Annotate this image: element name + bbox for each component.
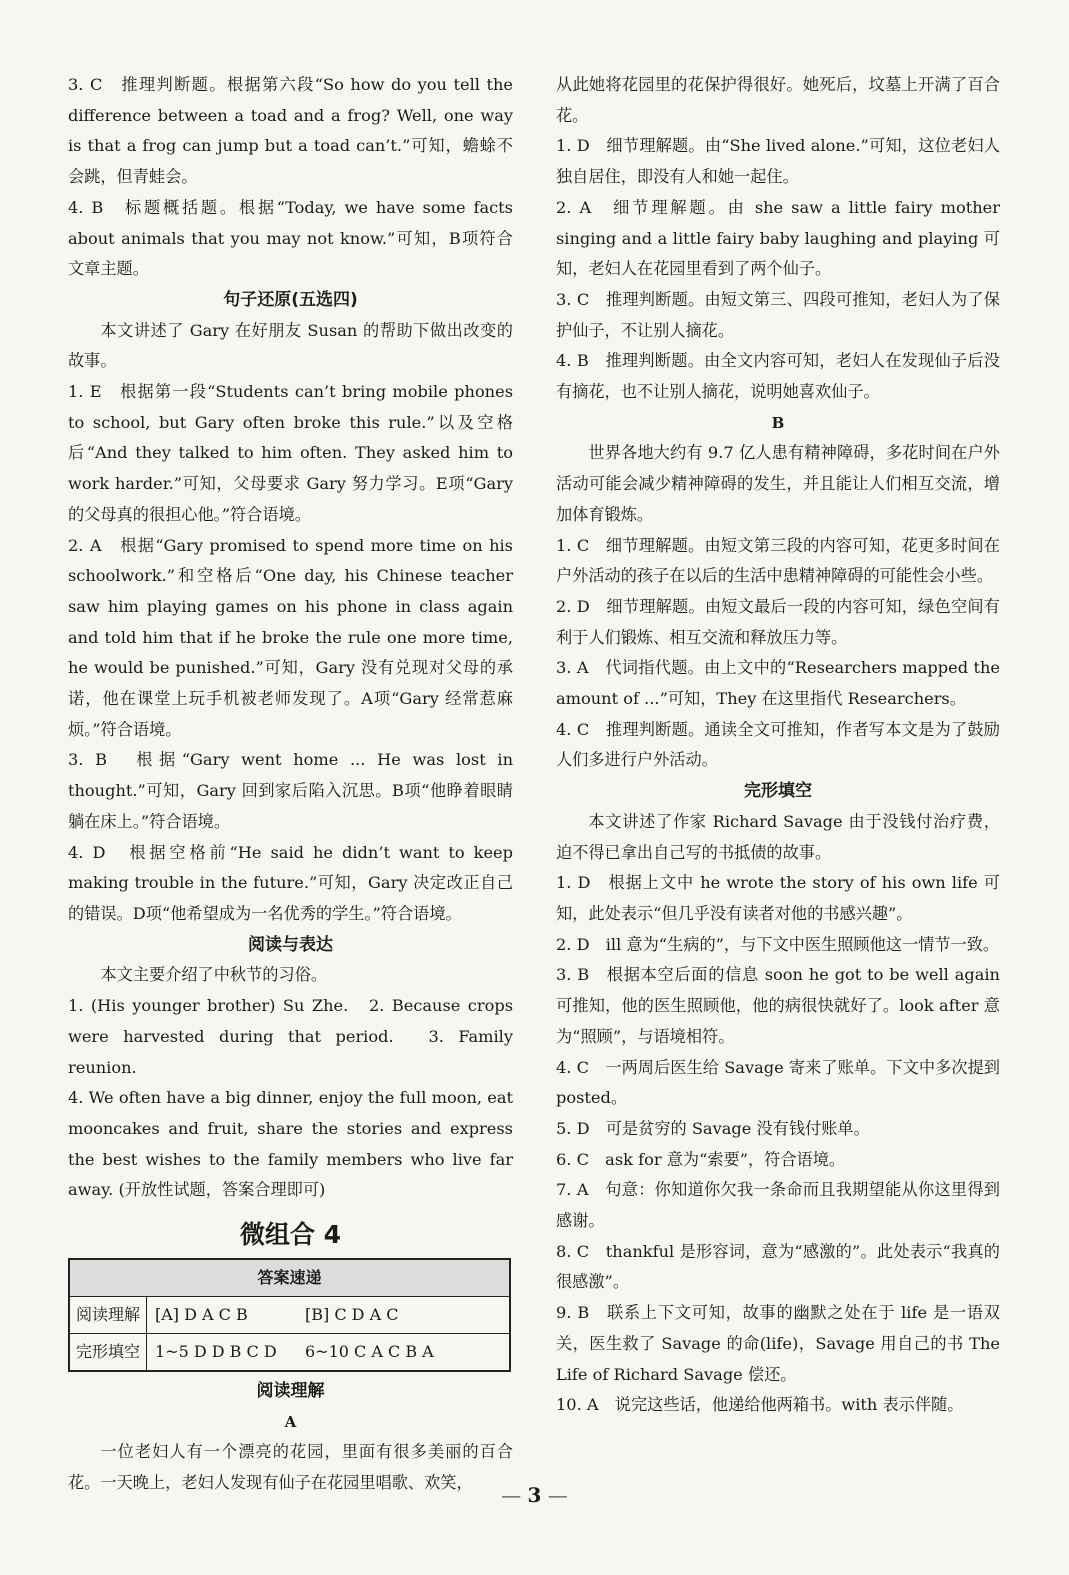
row-label: 完形填空 bbox=[69, 1334, 147, 1372]
answer-item: 1. (His younger brother) Su Zhe. 2. Because crops were harvested during that period. 3. Family reunion. bbox=[68, 996, 513, 1077]
answer-4b: 4. B 标题概括题。根据“Today, we have some facts about animals that you may not know.”可知，B项符合文章主题。 bbox=[68, 197, 513, 279]
answer-item: 4. D 根据空格前“He said he didn’t want to keep making trouble in the future.”可知，Gary 决定改正自己的错误。D项“他希望成为一名优秀的学生。”符合语境。 bbox=[68, 842, 513, 923]
answer-item: 4. We often have a big dinner, enjoy the full moon, eat mooncakes and fruit, share the stories and express the best wishes to the family members who live far away. (开放性试题，答案合理即可) bbox=[68, 1088, 513, 1200]
table-row bbox=[69, 1334, 510, 1372]
answer-item: 3. A 代词指代题。由上文中的“Researchers mapped the amount of ...”可知，They 在这里指代 Researchers。 bbox=[556, 658, 1000, 709]
section-intro: 本文主要介绍了中秋节的习俗。 bbox=[100, 965, 328, 985]
cloze-answer: 5. D 可是贫穷的 Savage 没有钱付账单。 bbox=[556, 1118, 870, 1138]
subsection-b: B bbox=[771, 413, 785, 432]
cloze-answer: 7. A 句意：你知道你欠我一条命而且我期望能从你这里得到感谢。 bbox=[556, 1180, 1000, 1231]
unit-title: 微组合 4 bbox=[239, 1220, 342, 1250]
answer-item: 1. D 细节理解题。由“She lived alone.”可知，这位老妇人独自居住，即没有人和她一起住。 bbox=[556, 136, 1000, 187]
answer-item: 2. A 根据“Gary promised to spend more time on his schoolwork.”和空格后“One day, his Chinese teacher saw him playing games on his phone in class again and told him that if he broke the rule one more time, he would be punished.”可知，Gary 没有兑现对父母的承诺，他在课堂上玩手机被老师发现了。A项“Gary 经常惹麻烦。”符合语境。 bbox=[68, 535, 513, 739]
answer-6-10: 6~10 C A C B A bbox=[305, 1342, 434, 1362]
section-intro: 世界各地大约有 9.7 亿人患有精神障碍，多花时间在户外活动可能会减少精神障碍的发生，并且能让人们相互交流，增加体育锻炼。 bbox=[556, 443, 1000, 524]
cloze-answer: 4. C 一两周后医生给 Savage 寄来了账单。下文中多次提到 posted。 bbox=[556, 1057, 1000, 1108]
cloze-answer: 8. C thankful 是形容词，意为“感激的”。此处表示“我真的很感激”。 bbox=[556, 1241, 1000, 1292]
subsection-a: A bbox=[284, 1412, 297, 1431]
cloze-answer: 6. C ask for 意为“索要”，符合语境。 bbox=[556, 1149, 846, 1169]
cloze-answer: 1. D 根据上文中 he wrote the story of his own life 可知，此处表示“但几乎没有读者对他的书感兴趣”。 bbox=[556, 873, 1000, 923]
answer-item: 2. D 细节理解题。由短文最后一段的内容可知，绿色空间有利于人们锻炼、相互交流和释放压力等。 bbox=[556, 596, 1000, 647]
section-intro: 本文讲述了 Gary 在好朋友 Susan 的帮助下做出改变的故事。 bbox=[68, 320, 513, 371]
left-column bbox=[68, 70, 513, 1499]
answer-quick-table bbox=[68, 1258, 511, 1372]
answer-1-5: 1~5 D D B C D bbox=[155, 1342, 277, 1362]
answer-item: 4. C 推理判断题。通读全文可推知，作者写本文是为了鼓励人们多进行户外活动。 bbox=[556, 719, 1000, 770]
right-column bbox=[556, 70, 1000, 1421]
section-intro: 本文讲述了作家 Richard Savage 由于没钱付治疗费，迫不得已拿出自己写的书抵债的故事。 bbox=[556, 811, 1000, 862]
answer-a: [A] D A C B bbox=[155, 1305, 248, 1325]
section-title-reading: 阅读理解 bbox=[256, 1381, 325, 1402]
cloze-answer: 2. D ill 意为“生病的”，与下文中医生照顾他这一情节一致。 bbox=[556, 934, 1000, 954]
answer-item: 2. A 细节理解题。由 she saw a little fairy mother singing and a little fairy baby laughing and playing 可知，老妇人在花园里看到了两个仙子。 bbox=[556, 197, 1000, 279]
table-row bbox=[69, 1297, 510, 1334]
section-title-cloze: 完形填空 bbox=[744, 781, 812, 802]
section-title-sentence-completion: 句子还原(五选四) bbox=[223, 289, 358, 310]
table-header: 答案速递 bbox=[69, 1259, 510, 1297]
answer-item: 3. C 推理判断题。由短文第三、四段可推知，老妇人为了保护仙子，不让别人摘花。 bbox=[556, 289, 1000, 340]
cloze-answer: 3. B 根据本空后面的信息 soon he got to be well again 可推知，他的医生照顾他，他的病很快就好了。look after 意为“照顾”，与语境相符。 bbox=[556, 965, 1000, 1046]
row-label: 阅读理解 bbox=[69, 1297, 147, 1334]
section-intro: 一位老妇人有一个漂亮的花园，里面有很多美丽的百合花。一天晚上，老妇人发现有仙子在花园里唱歌、欢笑， bbox=[68, 1442, 513, 1493]
answer-item: 1. E 根据第一段“Students can’t bring mobile phones to school, but Gary often broke this rule.”以及空格后“And they talked to him often. They asked him to work harder.”可知，父母要求 Gary 努力学习。E项“Gary 的父母真的很担心他。”符合语境。 bbox=[68, 382, 513, 524]
answer-3c: 3. C 推理判断题。根据第六段“So how do you tell the difference between a toad and a frog? Well, one way is that a frog can jump but a toad can’t.”可知，蟾蜍不会跳，但青蛙会。 bbox=[68, 75, 513, 187]
answer-b: [B] C D A C bbox=[305, 1305, 399, 1325]
answer-item: 4. B 推理判断题。由全文内容可知，老妇人在发现仙子后没有摘花，也不让别人摘花，说明她喜欢仙子。 bbox=[556, 351, 1000, 402]
cloze-answer: 9. B 联系上下文可知，故事的幽默之处在于 life 是一语双关，医生救了 Savage 的命(life)，Savage 用自己的书 The Life of Richard Savage 偿还。 bbox=[556, 1303, 1000, 1384]
answer-item: 1. C 细节理解题。由短文第三段的内容可知，花更多时间在户外活动的孩子在以后的生活中患精神障碍的可能性会小些。 bbox=[556, 535, 1000, 586]
page-number: — 3 — bbox=[501, 1483, 568, 1507]
cloze-answer: 10. A 说完这些话，他递给他两箱书。with 表示伴随。 bbox=[556, 1395, 964, 1415]
section-title-reading-expression: 阅读与表达 bbox=[248, 934, 333, 955]
intro-continued: 从此她将花园里的花保护得很好。她死后，坟墓上开满了百合花。 bbox=[556, 75, 1000, 125]
answer-item: 3. B 根据“Gary went home ... He was lost in thought.”可知，Gary 回到家后陷入沉思。B项“他睁着眼睛躺在床上。”符合语境。 bbox=[68, 750, 513, 831]
